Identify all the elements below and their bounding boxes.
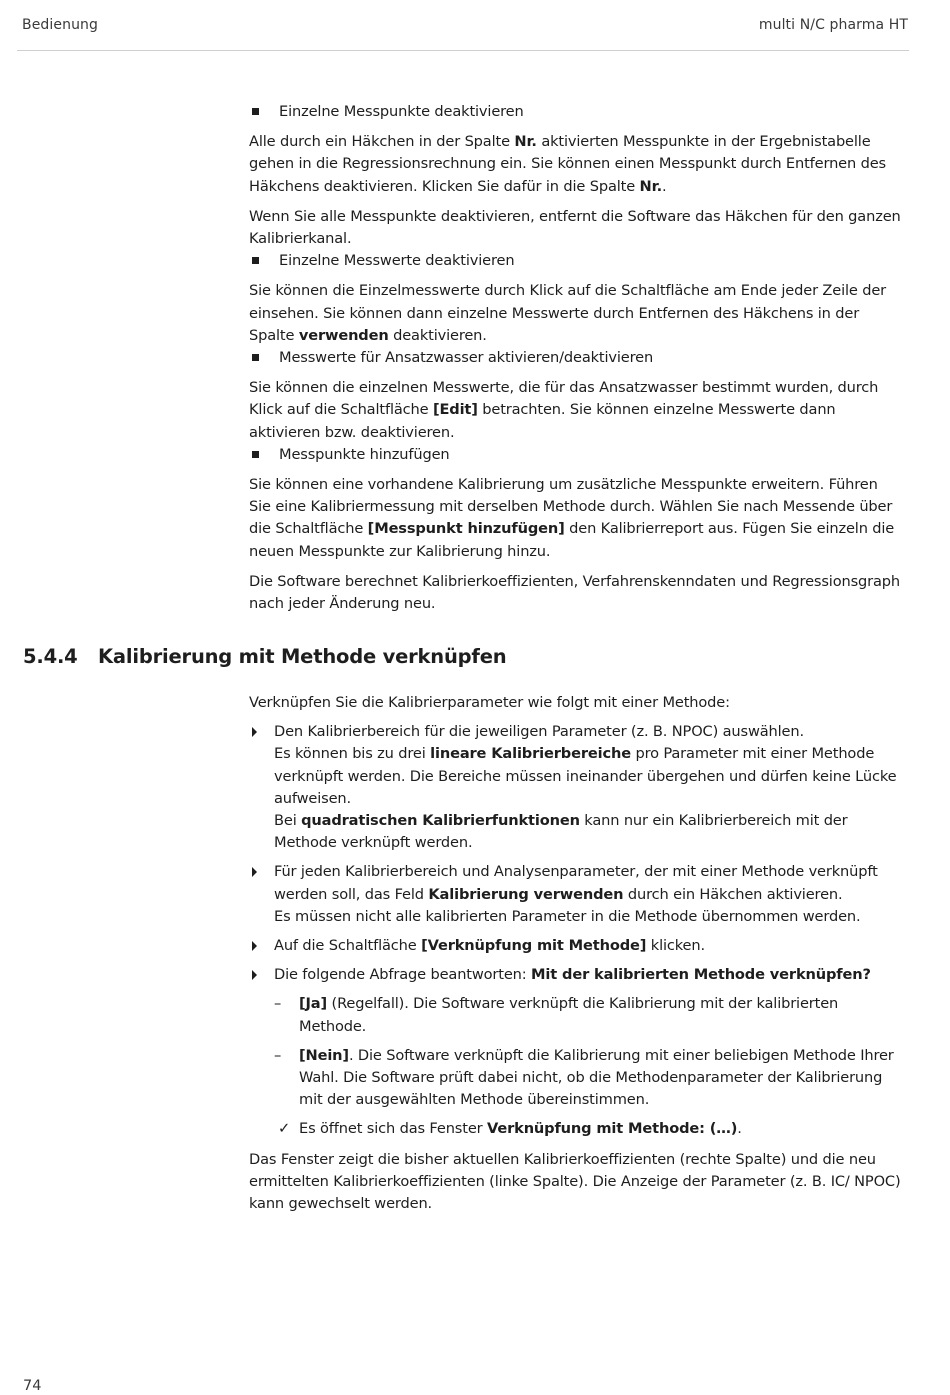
running-header-left: Bedienung: [22, 17, 99, 33]
step-item: Den Kalibrierbereich für die jeweiligen Parameter (z. B. NPOC) auswählen. Es können bis zu drei lineare Kalibrierbereiche pro Parameter mit einer Methode verknüpft werden. Die Bereiche müssen ineinander übergehen und dürfen keine Lücke aufweisen. Bei quadratischen Kalibrierfunktionen kann nur ein Kalibrierbereich mit der Methode verknüpft werden.: [249, 721, 904, 854]
closing-paragraph: Das Fenster zeigt die bisher aktuellen Kalibrierkoeffizienten (rechte Spalte) und die neu ermittelten Kalibrierkoeffizienten (linke Spalte). Die Anzeige der Parameter (z. B. IC/ NPOC) kann gewechselt werden.: [249, 1150, 901, 1213]
intro-paragraph: Verknüpfen Sie die Kalibrierparameter wie folgt mit einer Methode:: [249, 694, 730, 711]
section-number: 5.4.4: [23, 645, 78, 668]
square-bullet-icon: [252, 257, 259, 264]
bullet-item: [249, 101, 904, 123]
square-bullet-icon: [252, 354, 259, 361]
dash-bullet-icon: –: [274, 995, 282, 1013]
paragraph: Sie können die Einzelmesswerte durch Klick auf die Schaltfläche am Ende jeder Zeile der einsehen. Sie können dann einzelne Messwerte durch Entfernen des Häkchens in der Spalte verwenden deaktivieren.: [249, 282, 887, 344]
square-bullet-icon: [252, 451, 259, 458]
sub-option: – [Ja] (Regelfall). Die Software verknüpft die Kalibrierung mit der kalibrierten Methode.: [274, 995, 839, 1035]
dash-bullet-icon: –: [274, 1046, 282, 1064]
bullet-item: [249, 444, 904, 466]
bullet-item: [249, 250, 904, 272]
running-header-right: multi N/C pharma HT: [758, 17, 908, 33]
bullet-label: Einzelne Messwerte deaktivieren: [279, 252, 515, 270]
step-item: Auf die Schaltfläche [Verknüpfung mit Methode] klicken.: [249, 935, 904, 957]
bullet-label: Messpunkte hinzufügen: [279, 445, 450, 463]
paragraph: Die Software berechnet Kalibrierkoeffizienten, Verfahrenskenndaten und Regressionsgraph nach jeder Änderung neu.: [249, 572, 901, 613]
triangle-bullet-icon: [252, 970, 257, 980]
header-divider: [17, 50, 909, 51]
sub-option: – [Nein]. Die Software verknüpft die Kalibrierung mit einer beliebigen Methode Ihrer Wahl. Die Software prüft dabei nicht, ob die Methodenparameter der Kalibrierung mit der ausgewählten Methode übereinstimmen.: [274, 1046, 894, 1109]
bullet-label: Einzelne Messpunkte deaktivieren: [279, 103, 524, 120]
page-number: 74: [23, 1378, 42, 1394]
section-heading: [23, 645, 506, 668]
paragraph: Alle durch ein Häkchen in der Spalte Nr. aktivierten Messpunkte in der Ergebnistabelle gehen in die Regressionsrechnung ein. Sie können einen Messpunkt durch Entfernen des Häkchens deaktivieren. Klicken Sie dafür in die Spalte Nr..: [249, 133, 886, 195]
section-content: [249, 692, 904, 1215]
step-item: Für jeden Kalibrierbereich und Analysenparameter, der mit einer Methode verknüpft werden soll, das Feld Kalibrierung verwenden durch ein Häkchen aktivieren. Es müssen nicht alle kalibrierten Parameter in die Methode übernommen werden.: [249, 861, 904, 928]
result-line: ✓ Es öffnet sich das Fenster Verknüpfung mit Methode: (…).: [249, 1118, 904, 1140]
section-title: Kalibrierung mit Methode verknüpfen: [98, 645, 507, 668]
step-item: Die folgende Abfrage beantworten: Mit der kalibrierten Methode verknüpfen?: [249, 964, 904, 986]
paragraph: Sie können die einzelnen Messwerte, die für das Ansatzwasser bestimmt wurden, durch Klick auf die Schaltfläche [Edit] betrachten. Sie können einzelne Messwerte dann aktivieren bzw. deaktivieren.: [249, 379, 879, 441]
bullet-item: [249, 347, 904, 369]
paragraph: Sie können eine vorhandene Kalibrierung um zusätzliche Messpunkte erweitern. Führen Sie eine Kalibriermessung mit derselben Methode durch. Wählen Sie nach Messende über die Schaltfläche [Messpunkt hinzufügen] den Kalibrierreport aus. Fügen Sie einzeln die neuen Messpunkte zur Kalibrierung hinzu.: [249, 476, 895, 560]
bullet-label: Messwerte für Ansatzwasser aktivieren/deaktivieren: [279, 349, 654, 367]
square-bullet-icon: [252, 108, 259, 115]
triangle-bullet-icon: [252, 941, 257, 951]
main-content: [249, 101, 904, 615]
triangle-bullet-icon: [252, 867, 257, 877]
checkmark-icon: ✓: [278, 1120, 291, 1138]
paragraph: Wenn Sie alle Messpunkte deaktivieren, entfernt die Software das Häkchen für den ganzen Kalibrierkanal.: [249, 207, 901, 248]
triangle-bullet-icon: [252, 727, 257, 737]
